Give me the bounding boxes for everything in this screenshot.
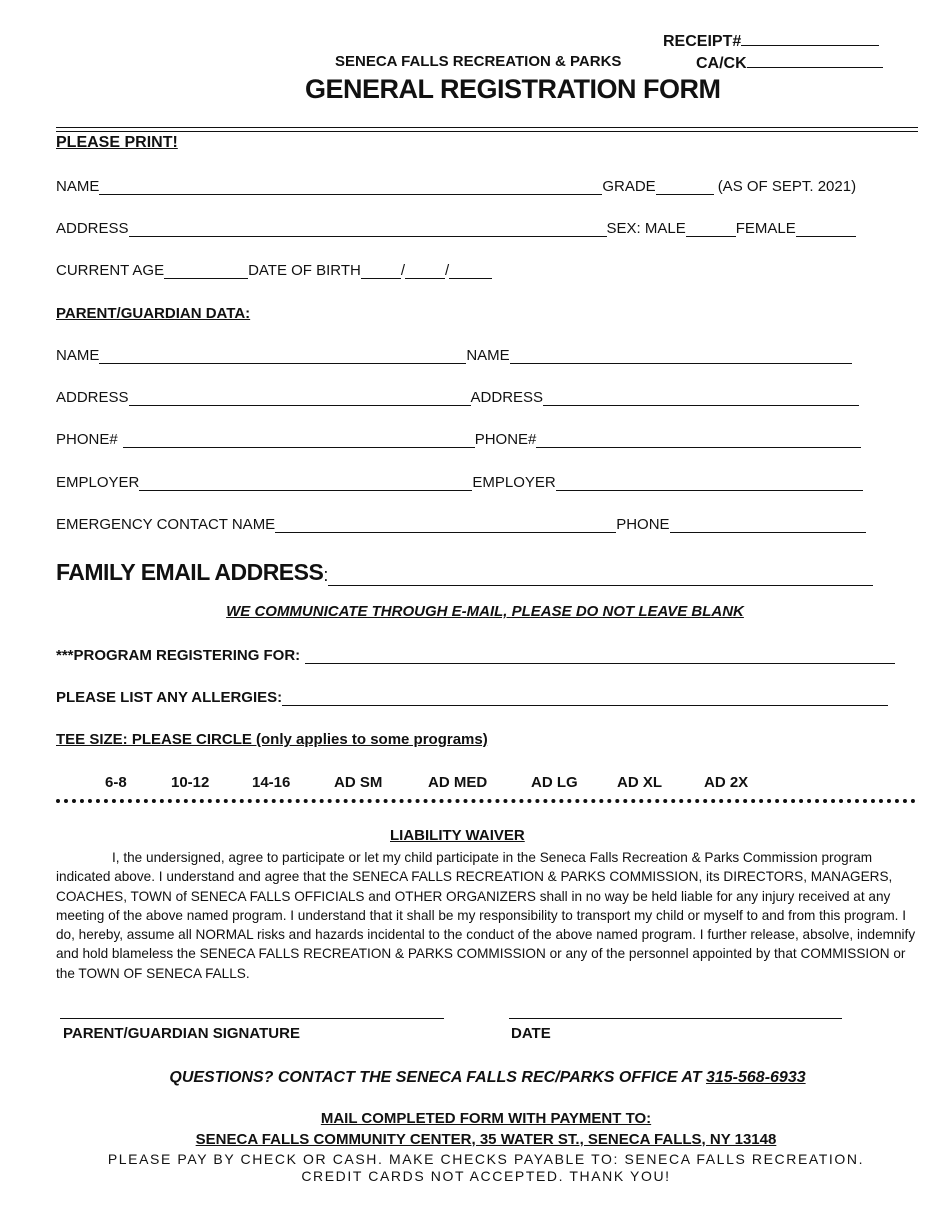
guardian1-name-blank[interactable]: [99, 349, 466, 364]
questions-text: QUESTIONS? CONTACT THE SENECA FALLS REC/PARKS OFFICE AT: [169, 1069, 706, 1086]
liability-waiver-title: LIABILITY WAIVER: [390, 827, 525, 844]
dotted-separator: [56, 799, 916, 803]
tee-size-option[interactable]: AD MED: [428, 774, 488, 791]
current-age-label: CURRENT AGE: [56, 262, 165, 279]
female-blank[interactable]: [796, 222, 856, 237]
emergency-phone-label: PHONE: [616, 516, 670, 533]
emergency-phone-blank[interactable]: [670, 518, 866, 533]
allergies-blank[interactable]: [282, 691, 888, 706]
guardian1-phone-blank[interactable]: [123, 433, 475, 448]
guardian1-name-label: NAME: [56, 347, 100, 364]
header-rule-bottom: [56, 131, 918, 132]
emergency-contact-row: [56, 516, 866, 533]
cack-field: [696, 53, 883, 73]
questions-line: [0, 1069, 950, 1087]
dob-month-blank[interactable]: [361, 264, 401, 279]
dob-year-blank[interactable]: [449, 264, 492, 279]
tee-size-option[interactable]: AD XL: [617, 774, 662, 791]
form-title: GENERAL REGISTRATION FORM: [305, 74, 721, 104]
dob-separator-2: /: [445, 262, 450, 279]
guardian1-address-label: ADDRESS: [56, 389, 129, 406]
guardian2-employer-blank[interactable]: [556, 476, 863, 491]
liability-waiver-text: I, the undersigned, agree to participate or let my child participate in the Seneca Falls Recreation & Parks Commission program indicated above. I understand and agree that the SENECA FALLS RECREATION & PARKS COMMISSION, its DIRECTORS, MANAGERS, COACHES, TOWN of SENECA FALLS OFFICIALS and OTHER ORGANIZERS shall in no way be held liable for any injury received at any meeting of the above named program. I understand that it shall be my responsibility to transport my child or myself to and from this program. I do, hereby, assume all NORMAL risks and hazards incidental to the conduct of the above named program. I further release, absolve, indemnify and hold blameless the SENECA FALLS RECREATION & PARKS COMMISSION or any of the personnel appointed by that COMMISSION or the TOWN OF SENECA FALLS.: [56, 850, 916, 981]
program-row: [56, 647, 895, 664]
office-phone: 315-568-6933: [705, 1069, 806, 1086]
tee-size-option[interactable]: AD LG: [531, 774, 578, 791]
guardian1-employer-blank[interactable]: [139, 476, 472, 491]
signature-line[interactable]: [60, 1018, 444, 1019]
guardian2-name-label: NAME: [466, 347, 510, 364]
header-rule-top: [56, 127, 918, 128]
guardian-name-row: [56, 347, 852, 364]
age-dob-row: [56, 262, 492, 279]
email-note: WE COMMUNICATE THROUGH E-MAIL, PLEASE DO NOT LEAVE BLANK: [226, 603, 744, 620]
mail-instructions-line-2: SENECA FALLS COMMUNITY CENTER, 35 WATER ST., SENECA FALLS, NY 13148: [195, 1131, 777, 1148]
tee-size-option[interactable]: AD SM: [334, 774, 383, 791]
receipt-blank[interactable]: [741, 31, 879, 46]
participant-address-row: [56, 220, 856, 237]
receipt-field: [663, 31, 879, 51]
program-blank[interactable]: [305, 649, 895, 664]
family-email-label: FAMILY EMAIL ADDRESS: [56, 559, 324, 585]
mail-instructions-line-1: MAIL COMPLETED FORM WITH PAYMENT TO:: [320, 1110, 652, 1127]
guardian2-phone-blank[interactable]: [536, 433, 861, 448]
female-label: FEMALE: [735, 220, 796, 237]
cack-blank[interactable]: [747, 53, 883, 68]
dob-label: DATE OF BIRTH: [248, 262, 361, 279]
organization-name: SENECA FALLS RECREATION & PARKS: [335, 53, 622, 70]
emergency-contact-label: EMERGENCY CONTACT NAME: [56, 516, 276, 533]
guardian2-phone-label: PHONE#: [474, 431, 537, 448]
grade-label: GRADE: [602, 178, 656, 195]
guardian2-address-label: ADDRESS: [470, 389, 544, 406]
tee-size-heading: TEE SIZE: PLEASE CIRCLE (only applies to some programs): [56, 731, 488, 748]
tee-size-option[interactable]: AD 2X: [704, 774, 749, 791]
allergies-row: [56, 689, 888, 706]
dob-separator-1: /: [400, 262, 406, 279]
program-label: ***PROGRAM REGISTERING FOR:: [56, 647, 301, 664]
participant-address-label: ADDRESS: [56, 220, 129, 237]
allergies-label: PLEASE LIST ANY ALLERGIES:: [56, 689, 283, 706]
participant-name-label: NAME: [56, 178, 100, 195]
date-label: DATE: [511, 1025, 551, 1042]
guardian2-name-blank[interactable]: [510, 349, 852, 364]
family-email-blank[interactable]: [328, 567, 873, 586]
receipt-label: RECEIPT#: [663, 33, 742, 50]
participant-address-blank[interactable]: [129, 222, 607, 237]
cack-label: CA/CK: [696, 55, 747, 72]
guardian-phone-row: [56, 431, 861, 448]
current-age-blank[interactable]: [164, 264, 248, 279]
guardian1-address-blank[interactable]: [129, 391, 471, 406]
guardian1-phone-label: PHONE#: [56, 431, 118, 448]
dob-day-blank[interactable]: [405, 264, 445, 279]
grade-blank[interactable]: [656, 180, 714, 195]
payment-note-line-1: PLEASE PAY BY CHECK OR CASH. MAKE CHECKS PAYABLE TO: SENECA FALLS RECREATION.: [107, 1151, 865, 1167]
sex-male-label: SEX: MALE: [606, 220, 686, 237]
participant-name-blank[interactable]: [99, 180, 602, 195]
emergency-contact-blank[interactable]: [275, 518, 616, 533]
participant-name-row: [56, 178, 856, 195]
male-blank[interactable]: [686, 222, 736, 237]
date-line[interactable]: [509, 1018, 842, 1019]
please-print-heading: PLEASE PRINT!: [56, 134, 178, 151]
guardian-address-row: [56, 389, 859, 406]
tee-size-option[interactable]: 14-16: [252, 774, 291, 791]
grade-note: (AS OF SEPT. 2021): [717, 178, 857, 195]
guardian-employer-row: [56, 474, 863, 491]
payment-note-line-2: CREDIT CARDS NOT ACCEPTED. THANK YOU!: [301, 1168, 671, 1184]
guardian2-employer-label: EMPLOYER: [472, 474, 556, 491]
signature-label: PARENT/GUARDIAN SIGNATURE: [63, 1025, 300, 1042]
family-email-colon: :: [323, 565, 329, 585]
parent-guardian-heading: PARENT/GUARDIAN DATA:: [56, 305, 251, 322]
guardian1-employer-label: EMPLOYER: [56, 474, 140, 491]
tee-size-option[interactable]: 6-8: [105, 774, 127, 791]
tee-size-option[interactable]: 10-12: [171, 774, 210, 791]
family-email-row: [56, 559, 873, 586]
guardian2-address-blank[interactable]: [543, 391, 859, 406]
